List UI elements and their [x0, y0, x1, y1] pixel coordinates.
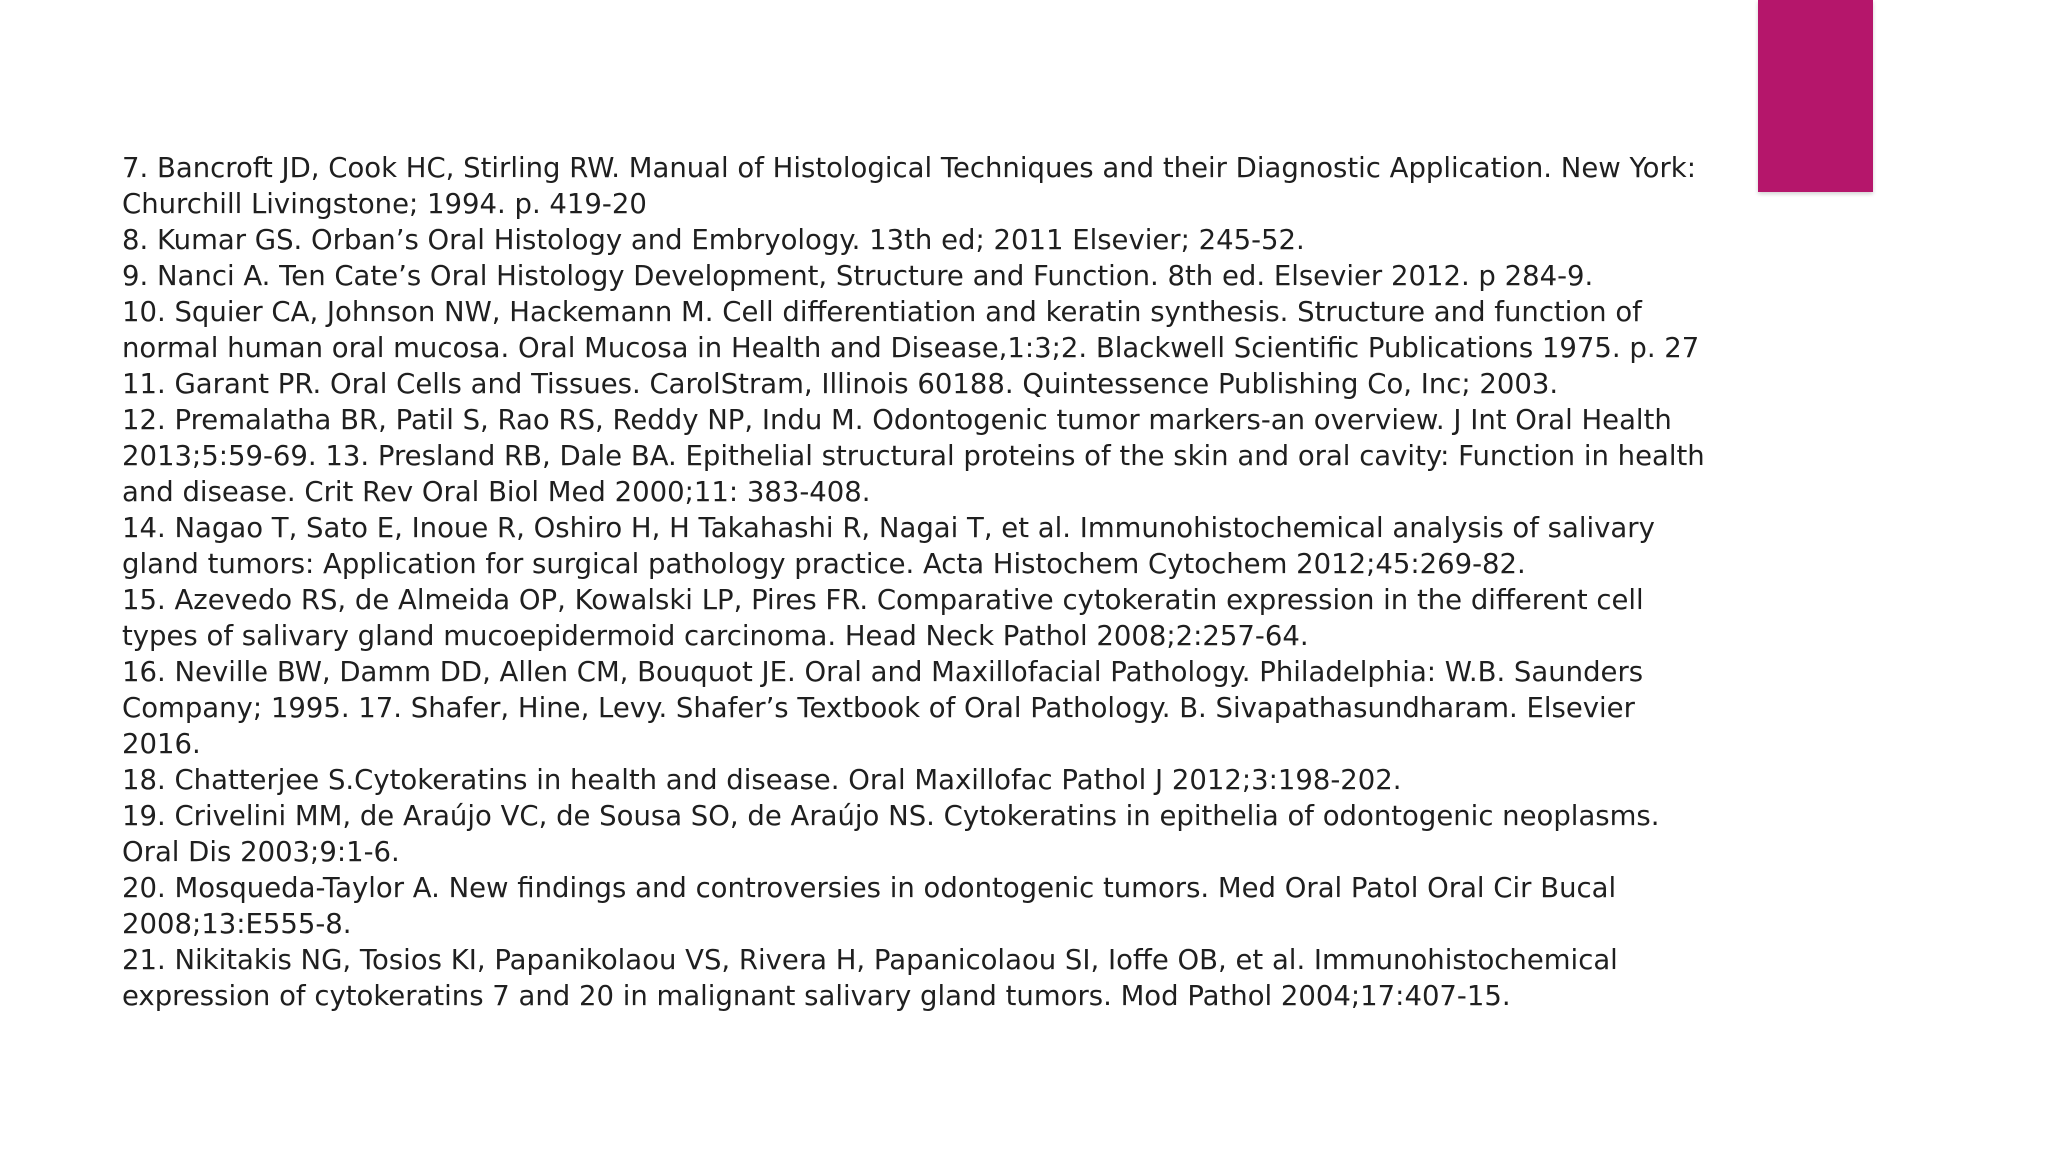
reference-list	[122, 150, 1722, 1014]
reference-item: 20. Mosqueda-Taylor A. New findings and controversies in odontogenic tumors. Med Oral Patol Oral Cir Bucal 2008;13:E555-8.	[122, 872, 1617, 940]
reference-item: 12. Premalatha BR, Patil S, Rao RS, Reddy NP, Indu M. Odontogenic tumor markers-an overview. J Int Oral Health 2013;5:59-69. 13. Presland RB, Dale BA. Epithelial structural proteins of the skin and oral cavity: Function in health and disease. Crit Rev Oral Biol Med 2000;11: 383-408.	[122, 404, 1705, 508]
reference-item: 18. Chatterjee S.Cytokeratins in health and disease. Oral Maxillofac Pathol J 2012;3:198-202.	[122, 764, 1402, 796]
reference-item: 19. Crivelini MM, de Araújo VC, de Sousa SO, de Araújo NS. Cytokeratins in epithelia of odontogenic neoplasms. Oral Dis 2003;9:1-6.	[122, 800, 1660, 868]
accent-bar	[1758, 0, 1873, 192]
reference-item: 21. Nikitakis NG, Tosios KI, Papanikolaou VS, Rivera H, Papanicolaou SI, Ioffe OB, et al. Immunohistochemical expression of cytokeratins 7 and 20 in malignant salivary gland tumors. Mod Pathol 2004;17:407-15.	[122, 944, 1618, 1012]
reference-item: 10. Squier CA, Johnson NW, Hackemann M. Cell differentiation and keratin synthesis. Structure and function of normal human oral mucosa. Oral Mucosa in Health and Disease,1:3;2. Blackwell Scientific Publications 1975. p. 27	[122, 296, 1700, 364]
reference-item: 9. Nanci A. Ten Cate’s Oral Histology Development, Structure and Function. 8th ed. Elsevier 2012. p 284-9.	[122, 260, 1594, 292]
reference-item: 14. Nagao T, Sato E, Inoue R, Oshiro H, H Takahashi R, Nagai T, et al. Immunohistochemical analysis of salivary gland tumors: Application for surgical pathology practice. Acta Histochem Cytochem 2012;45:269-82.	[122, 512, 1655, 580]
reference-item: 11. Garant PR. Oral Cells and Tissues. CarolStram, Illinois 60188. Quintessence Publishing Co, Inc; 2003.	[122, 368, 1559, 400]
reference-item: 16. Neville BW, Damm DD, Allen CM, Bouquot JE. Oral and Maxillofacial Pathology. Philadelphia: W.B. Saunders Company; 1995. 17. Shafer, Hine, Levy. Shafer’s Textbook of Oral Pathology. B. Sivapathasundharam. Elsevier 2016.	[122, 656, 1644, 760]
reference-item: 8. Kumar GS. Orban’s Oral Histology and Embryology. 13th ed; 2011 Elsevier; 245-52.	[122, 224, 1305, 256]
reference-item: 15. Azevedo RS, de Almeida OP, Kowalski LP, Pires FR. Comparative cytokeratin expression in the different cell types of salivary gland mucoepidermoid carcinoma. Head Neck Pathol 2008;2:257-64.	[122, 584, 1644, 652]
reference-item: 7. Bancroft JD, Cook HC, Stirling RW. Manual of Histological Techniques and their Diagnostic Application. New York: Churchill Livingstone; 1994. p. 419-20	[122, 152, 1696, 220]
